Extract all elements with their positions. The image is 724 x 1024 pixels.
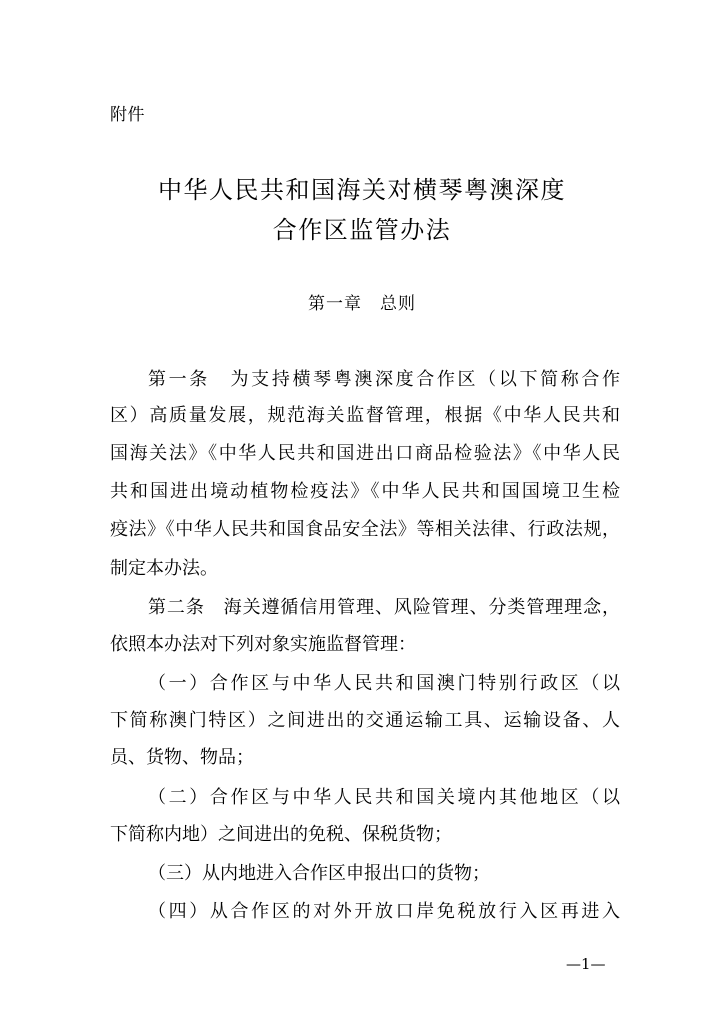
item-1-line-2: 下简称澳门特区）之间进出的交通运输工具、运输设备、人 <box>110 710 620 731</box>
article-2-line-1: 第二条 海关遵循信用管理、风险管理、分类管理理念， <box>148 597 620 618</box>
article-1-line-3: 国海关法》《中华人民共和国进出口商品检验法》《中华人民 <box>110 443 620 464</box>
item-2-line-1: （二）合作区与中华人民共和国关境内其他地区（以 <box>148 787 620 808</box>
article-1-line-5: 疫法》《中华人民共和国食品安全法》等相关法律、行政法规， <box>110 519 620 540</box>
article-1-line-4: 共和国进出境动植物检疫法》《中华人民共和国国境卫生检 <box>110 481 620 502</box>
item-3-line-1: （三）从内地进入合作区申报出口的货物； <box>148 863 490 884</box>
item-1-line-1: （一）合作区与中华人民共和国澳门特别行政区（以 <box>148 673 620 694</box>
item-1-line-3: 员、货物、物品； <box>110 747 254 768</box>
article-1-line-6: 制定本办法。 <box>110 558 218 579</box>
chapter-heading: 第一章 总则 <box>308 294 416 314</box>
attachment-label: 附件 <box>110 105 145 125</box>
document-title-line-1: 中华人民共和国海关对横琴粤澳深度 <box>158 176 566 204</box>
article-1-line-1: 第一条 为支持横琴粤澳深度合作区（以下简称合作 <box>148 369 620 390</box>
article-1-line-2: 区）高质量发展，规范海关监督管理，根据《中华人民共和 <box>110 405 620 426</box>
page-number: —1— <box>566 955 606 973</box>
article-2-line-2: 依照本办法对下列对象实施监督管理： <box>110 634 416 655</box>
document-title-line-2: 合作区监管办法 <box>272 216 452 244</box>
item-2-line-2: 下简称内地）之间进出的免税、保税货物； <box>110 824 452 845</box>
item-4-line-1: （四）从合作区的对外开放口岸免税放行入区再进入 <box>148 901 620 922</box>
